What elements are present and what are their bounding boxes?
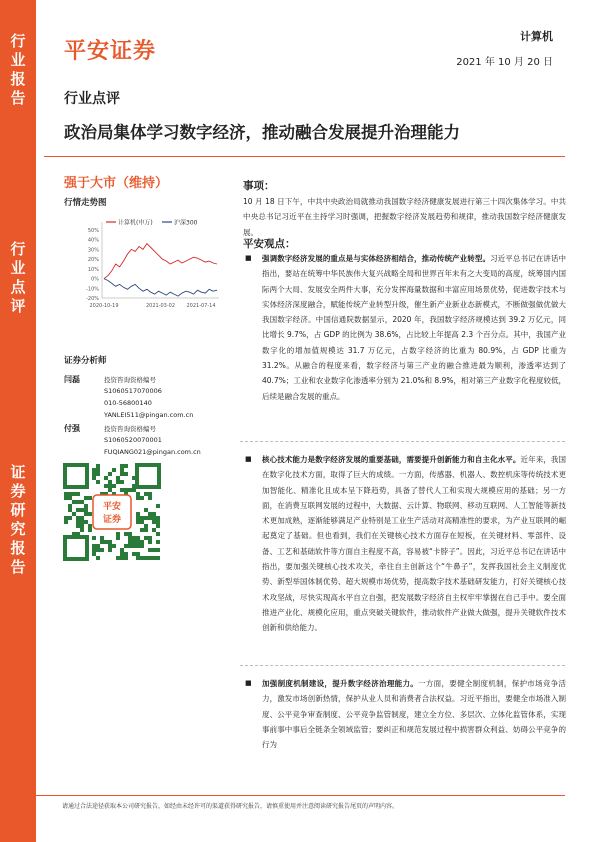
qr-module [136,544,140,548]
point-3 [262,676,566,786]
qr-module [136,540,140,544]
bullet-icon: ■ [245,254,252,262]
point-2-heading: 核心技术能力是数字经济发展的重要基础，需要提升创新能力和自主化水平。 [262,455,521,464]
event-text: 10 月 18 日下午，中共中央政治局就推动我国数字经济健康发展进行第三十四次集体学习。中共中央总书记习近平在主持学习时强调，把握数字经济发展趋势和规律，推动我国数字经济健康发展。 [243,197,566,237]
analyst-1-line: 投资咨询资格编号 [104,376,156,384]
qr-module [152,556,156,560]
qr-module [80,528,84,532]
footer-divider [36,795,565,796]
qr-module [152,548,156,552]
analyst-1-line: 010-56800140 [104,399,152,407]
qr-module [88,496,92,500]
sidebar-label-comment [0,240,36,316]
qr-module [152,528,156,532]
qr-module [148,512,152,516]
qr-module [76,516,80,520]
view-heading: 平安观点： [243,238,296,250]
qr-module [136,520,140,524]
qr-module [120,552,124,556]
report-kind: 行业点评 [64,91,120,107]
qr-module [72,492,76,496]
qr-module [84,520,88,524]
header-divider [44,156,565,157]
qr-module [120,468,124,472]
qr-module [148,516,152,520]
qr-module [68,492,72,496]
bullet-icon: ■ [245,455,252,463]
series-lines [104,244,217,297]
qr-module [156,556,160,560]
qr-module [144,524,148,528]
sidebar-label-report [0,32,36,108]
legend-hs300: 沪深300 [174,219,198,227]
qr-module [92,468,96,472]
qr-module [136,556,140,560]
qr-module [152,520,156,524]
point-1-text: 习近平总书记在讲话中指出，要站在统筹中华民族伟大复兴战略全局和世界百年未有之大变局的高度，统筹国内国际两个大局、发展安全两件大事，充分发挥海量数据和丰富应用场景优势，促进数字技术与实体经济深度融合，赋能传统产业转型升级，催生新产业新业态新模式，不断做强做优做大我国数字经济。中国信通院数据显示，2020 年，我国数字经济规模达到 39.2 万亿元，同比增长 9.7%，占 GDP 的比例为 38.6%，占比较上年提高 2.3 个百分点。其中，我国产业数字化的增加值规模达 31.7 万亿元，占数字经济的比重为 80.9%，占 GDP 比重为 31.2%。从融合的程度来看，数字经济与第三产业的融合推进最为顺利，渗透率达到了 40.7%；工业和农业数字化渗透率分别为 21.0%和 8.9%，相对第三产业数字化程度较低，后续是融合发展的重点。 [262,254,567,401]
point-3-text: 一方面，要健全制度机制，保护市场竞争活力，激发市场创新热情，保护从业人员和消费者合法权益。习近平指出，要健全市场准入制度、公平竞争审查制度、公平竞争监管制度，建立全方位、多层次、立体化监管体系，实现事前事中事后全链条全领域监管；要纠正和规范发展过程中损害群众利益、妨碍公平竞争的行为 [262,679,566,750]
report-title: 政治局集体学习数字经济，推动融合发展提升治理能力 [64,123,460,142]
qr-module [88,524,92,528]
y-tick-label: 40% [87,237,99,244]
qr-module [80,508,84,512]
qr-module [148,492,152,496]
qr-module [140,556,144,560]
sidebar-text: 行业报告 [10,32,26,107]
trend-chart [64,208,224,318]
qr-module [96,544,100,548]
event-heading: 事项： [243,180,275,192]
qr-module [120,472,124,476]
qr-module [76,520,80,524]
qr-module [100,540,104,544]
qr-module [140,520,144,524]
qr-module [124,544,128,548]
qr-module [80,520,84,524]
qr-module [120,548,124,552]
qr-module [108,548,112,552]
x-tick-label: 2021-03-02 [145,303,176,309]
qr-module [132,540,136,544]
qr-module [132,552,136,556]
y-tick-label: -20% [86,296,99,302]
qr-module [104,484,108,488]
y-tick-label: -10% [86,286,99,293]
qr-module [124,488,128,492]
qr-module [136,492,140,496]
qr-module [156,504,160,508]
qr-module [156,540,160,544]
qr-module [96,556,100,560]
qr-module [156,520,160,524]
section-divider [240,441,565,442]
qr-module [108,488,112,492]
series-line-0 [104,244,217,279]
qr-module [112,468,116,472]
qr-module [96,468,100,472]
qr-module [80,500,84,504]
qr-module [92,472,96,476]
company-logo: 平安证券 [64,39,157,64]
qr-module [148,556,152,560]
legend-computer: 计算机(申万) [118,219,153,227]
qr-module [124,552,128,556]
qr-module [116,480,120,484]
qr-module [136,516,140,520]
point-2-text: 近年来，我国在数字化技术方面，取得了巨大的成绩。一方面，传感器、机器人、数控机床等传统技术更加智能化、精准化且成本呈下降趋势，具备了替代人工和实现大规模应用的基础；另一方面，在消费互联网发展的过程中，大数据、云计算、物联网、移动互联网、人工智能等新技术更加成熟，逐渐能够满足产业特别是工业生产活动对高精准性的要求，为产业互联网的崛起奠定了基础。但也看到，我们在关键核心技术方面存在短板，在关键材料、零部件、设备、工艺和基础软件等方面自主程度不高，容易被“卡脖子”。因此，习近平总书记在讲话中指出，要加强关键核心技术攻关，牵住自主创新这个“牛鼻子”，发挥我国社会主义制度优势、新型举国体制优势、超大规模市场优势，提高数字技术基础研发能力，打好关键核心技术攻坚战，尽快实现高水平自立自强，把发展数字经济自主权牢牢掌握在自己手中。要全面推进产业化、规模化应用，重点突破关键软件，推动软件产业做大做强，提升关键软件技术创新和供给能力。 [262,455,567,633]
qr-module [128,544,132,548]
qr-module [96,480,100,484]
qr-module [116,532,120,536]
qr-module [156,516,160,520]
qr-module [136,552,140,556]
qr-module [136,512,140,516]
qr-module [64,520,68,524]
qr-module [64,492,68,496]
y-tick-label: 30% [87,247,99,254]
y-ticks [86,228,99,302]
qr-module [128,488,132,492]
qr-module [108,540,112,544]
qr-module [108,484,112,488]
qr-module [120,488,124,492]
point-2 [262,452,566,636]
qr-module [144,516,148,520]
qr-module [140,544,144,548]
x-ticks [89,303,215,309]
qr-module [84,504,88,508]
qr-module [152,512,156,516]
qr-module [84,496,88,500]
qr-module [88,528,92,532]
qr-module [68,496,72,500]
qr-module [140,516,144,520]
qr-module [144,536,148,540]
qr-module [116,556,120,560]
qr-module [88,512,92,516]
qr-module [140,540,144,544]
qr-module [156,532,160,536]
y-tick-label: 20% [87,257,99,264]
qr-module [92,544,96,548]
legend [106,219,198,227]
qr-module [108,472,112,476]
qr-module [148,548,152,552]
trend-label: 行情走势图 [64,198,107,208]
sidebar-text: 证券研究报告 [10,463,26,576]
qr-module [92,536,96,540]
qr-module [144,508,148,512]
qr-module [96,548,100,552]
qr-module [92,552,96,556]
qr-module [116,476,120,480]
qr-module [84,512,88,516]
qr-module [64,516,68,520]
analyst-1-email: YANLEI511@pingan.com.cn [104,411,194,419]
qr-module [120,556,124,560]
qr-module [116,536,120,540]
y-tick-label: 0% [91,276,99,283]
rating: 强于大市（维持） [64,176,169,191]
bullet-icon: ■ [245,679,252,687]
qr-module [152,516,156,520]
qr-logo-text: 证券 [102,515,122,525]
qr-module [136,536,140,540]
qr-module [68,504,72,508]
industry-label: 计算机 [520,30,553,43]
qr-module [80,524,84,528]
qr-module [96,464,100,468]
qr-module [128,540,132,544]
qr-module [144,528,148,532]
qr-module [108,544,112,548]
qr-module [136,496,140,500]
sidebar-text: 行业点评 [10,240,26,315]
qr-module [156,524,160,528]
qr-module [132,536,136,540]
qr-module [144,556,148,560]
qr-module [96,472,100,476]
qr-module [76,492,80,496]
qr-module [100,548,104,552]
qr-code [62,462,162,562]
qr-module [112,544,116,548]
qr-module [68,516,72,520]
qr-module [76,500,80,504]
qr-module [124,556,128,560]
qr-module [76,524,80,528]
qr-module [72,512,76,516]
qr-module [124,464,128,468]
qr-module [76,508,80,512]
qr-module [104,540,108,544]
qr-module [72,500,76,504]
y-tick-label: 50% [87,228,99,234]
y-tick-label: 10% [87,266,99,273]
analyst-2-line: S1060520070001 [104,436,162,444]
analyst-2-line: 投资咨询资格编号 [104,425,156,433]
qr-module [112,484,116,488]
qr-module [128,536,132,540]
footer-disclaimer: 请通过合法途径获取本公司研究报告，如经由未经许可的渠道获得研究报告，请慎重使用并注意阅读研究报告尾页的声明内容。 [62,803,399,810]
x-tick-label: 2020-10-19 [89,303,119,309]
qr-module [104,476,108,480]
sidebar-label-research [0,463,36,577]
sidebar [0,0,36,842]
qr-module [68,508,72,512]
qr-module [140,528,144,532]
qr-module [156,548,160,552]
qr-module [132,544,136,548]
qr-module [92,476,96,480]
qr-module [108,480,112,484]
qr-module [100,536,104,540]
qr-module [92,548,96,552]
qr-module [124,472,128,476]
qr-module [140,496,144,500]
qr-module [124,532,128,536]
report-date: 2021 年 10 月 20 日 [456,57,553,68]
qr-module [128,532,132,536]
analyst-name-1: 闫磊 [64,375,80,384]
point-1-heading: 强调数字经济发展的重点是与实体经济相结合，推动传统产业转型。 [262,254,491,263]
qr-module [84,508,88,512]
qr-module [148,536,152,540]
analyst-1-line: S1060517070006 [104,387,162,395]
point-1 [262,251,566,404]
analyst-name-2: 付强 [64,424,80,433]
qr-module [120,480,124,484]
point-3-heading: 加强制度机制建设，提升数字经济治理能力。 [262,679,419,688]
qr-logo-text: 平安 [102,502,122,512]
qr-module [80,516,84,520]
series-line-1 [104,279,217,297]
qr-module [120,464,124,468]
x-tick-label: 2021-07-14 [186,303,216,309]
qr-module [148,540,152,544]
qr-module [144,492,148,496]
qr-module [64,496,68,500]
analyst-2-email: FUQIANG021@pingan.com.cn [104,448,201,456]
section-divider [240,665,565,666]
analyst-label: 证券分析师 [64,356,107,366]
qr-module [148,496,152,500]
